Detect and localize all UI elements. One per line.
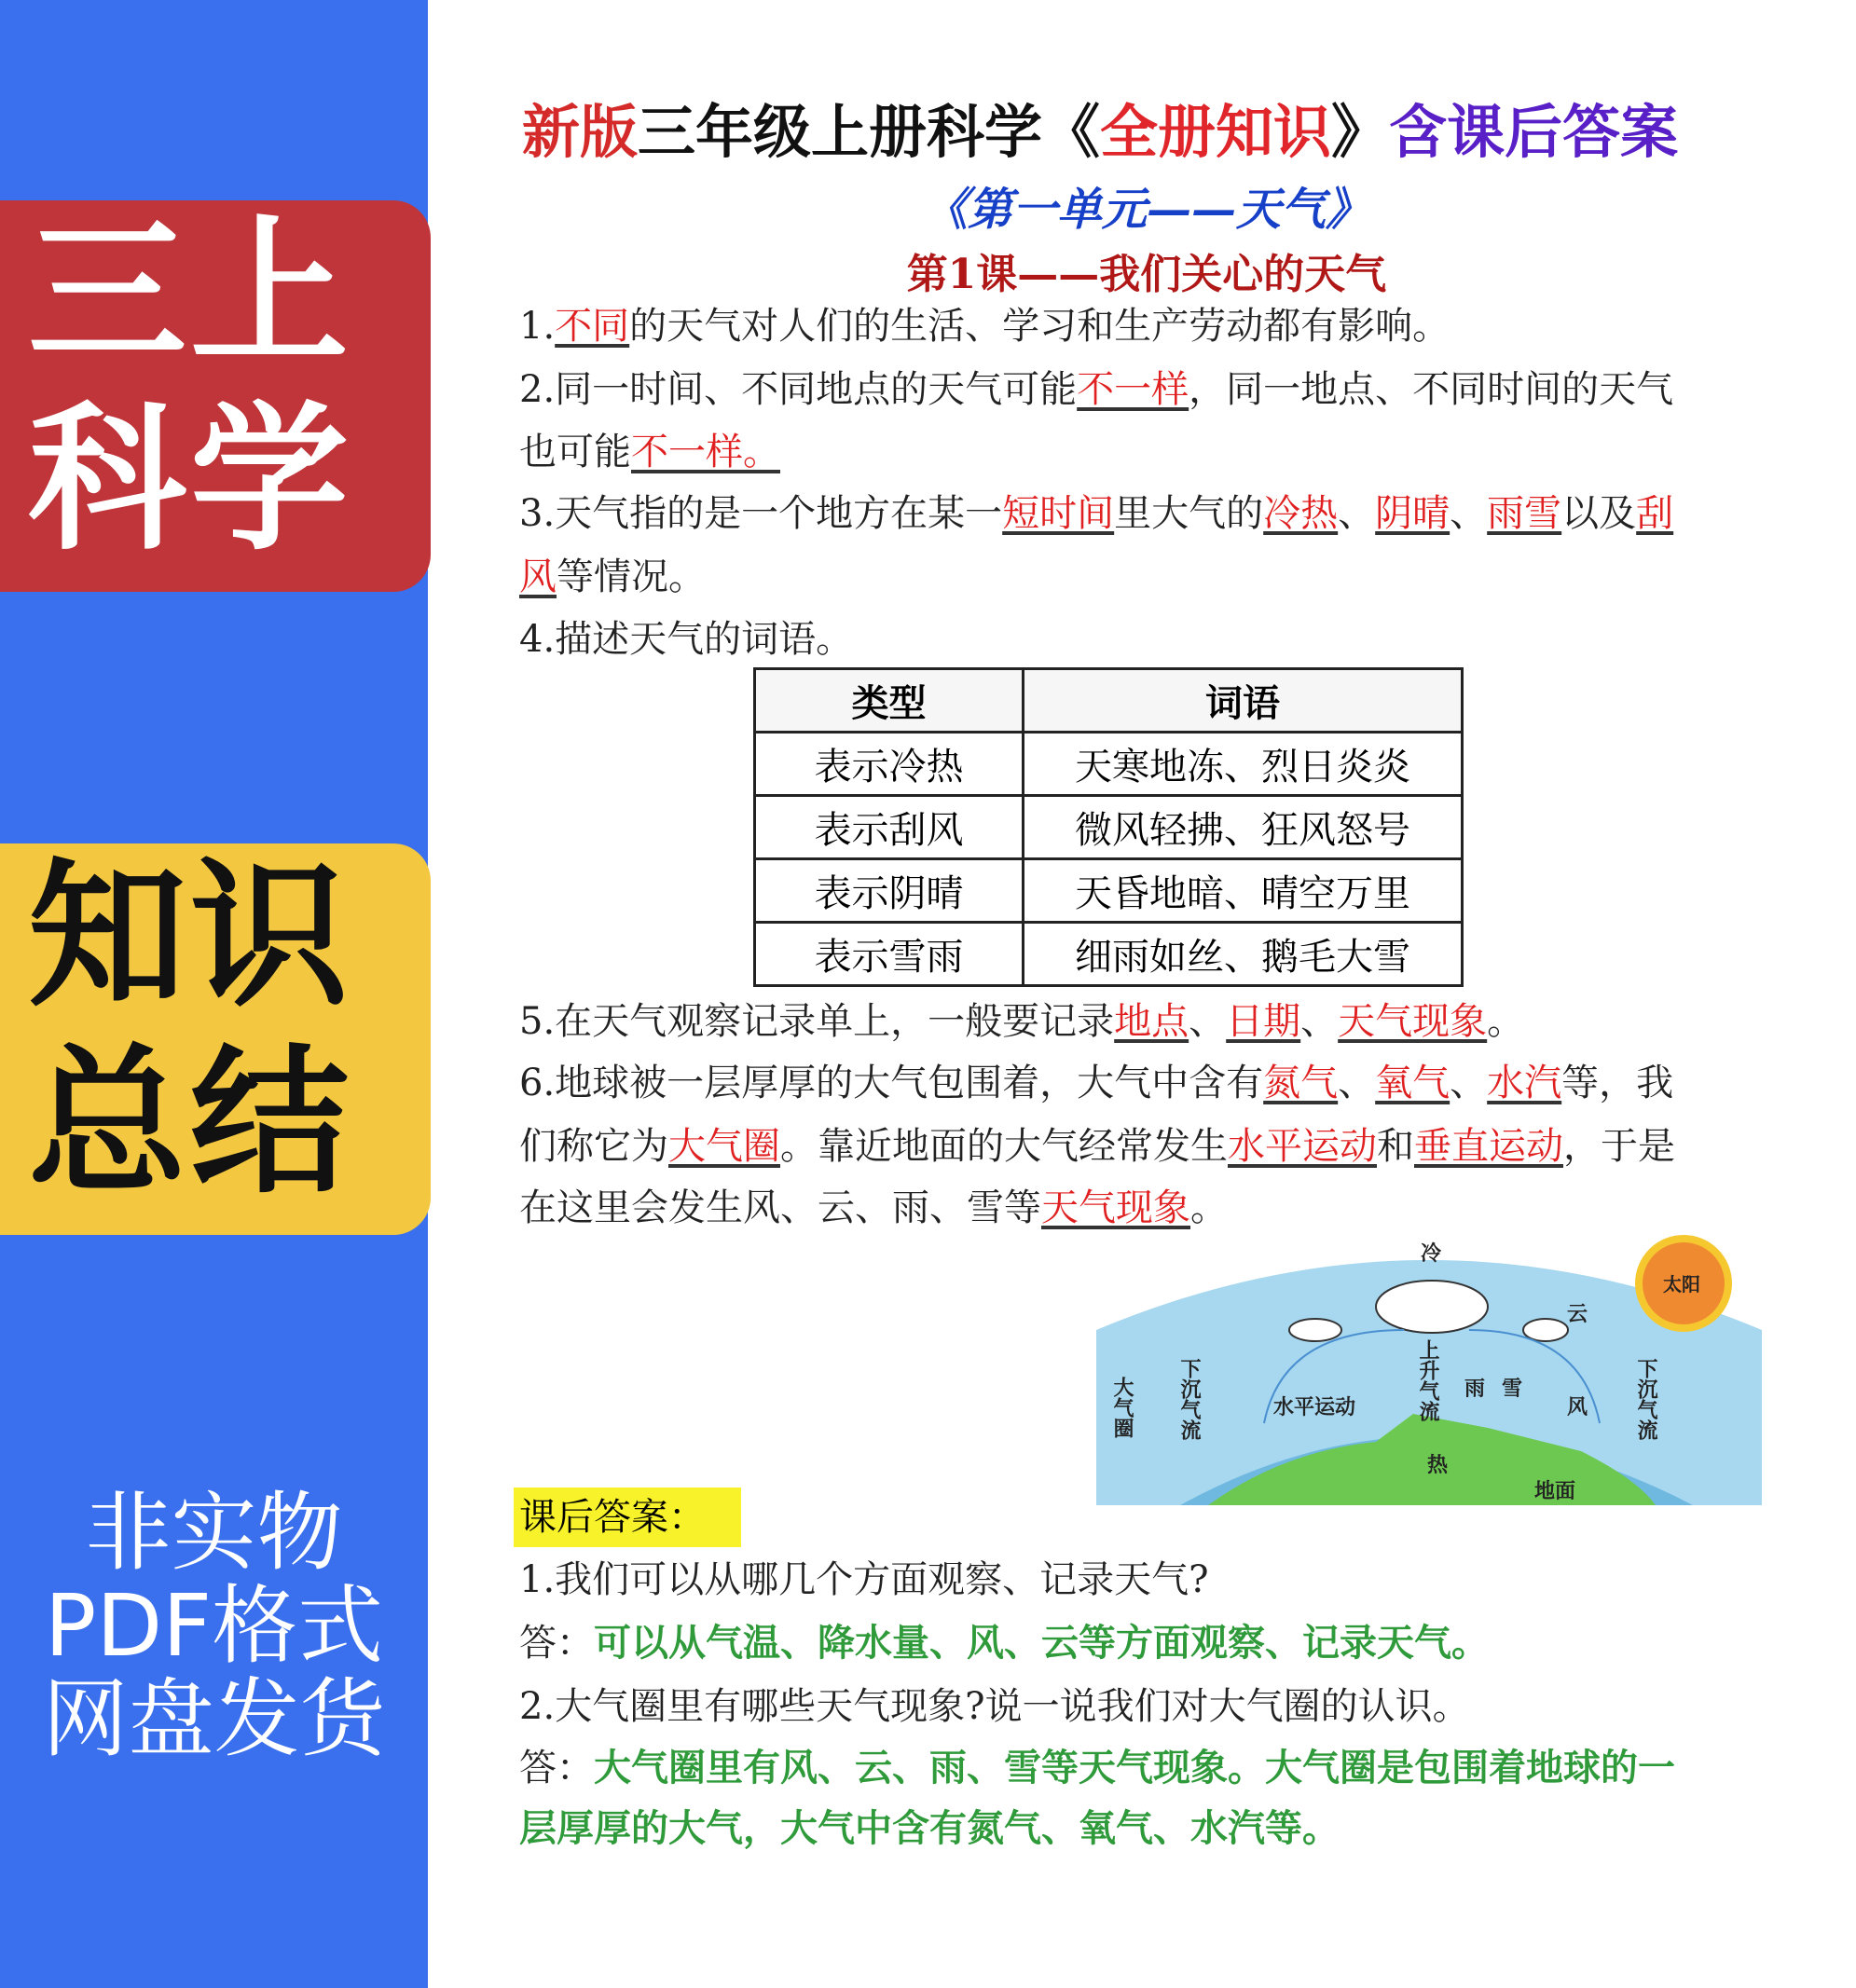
text: 在这里会发生风、云、雨、雪等 — [519, 1186, 1041, 1229]
keyword: 短时间 — [1002, 492, 1115, 535]
column-header: 类型 — [755, 669, 1024, 733]
text: 里大气的 — [1114, 492, 1264, 535]
question-2: 2.大气圈里有哪些天气现象?说一说我们对大气圈的认识。 — [519, 1685, 1470, 1728]
keyword: 风 — [519, 555, 557, 598]
cell: 天昏地暗、晴空万里 — [1024, 859, 1463, 923]
text: 答： — [519, 1747, 594, 1789]
label-ground: 地面 — [1534, 1479, 1576, 1503]
weather-words-table — [753, 667, 1464, 987]
keyword: 冷热 — [1263, 492, 1339, 535]
text: 5.在天气观察记录单上，一般要记录 — [519, 1000, 1115, 1043]
text: 等情况。 — [557, 555, 706, 598]
cell: 表示刮风 — [755, 796, 1024, 859]
point-3 — [519, 490, 1673, 537]
answer-text: 可以从气温、降水量、风、云等方面观察、记录天气。 — [594, 1621, 1489, 1665]
point-5 — [519, 998, 1524, 1045]
table-row — [755, 859, 1463, 923]
keyword: 水汽 — [1487, 1062, 1562, 1104]
text: 、 — [1300, 1000, 1339, 1043]
tag-line: 知识 — [28, 844, 353, 1029]
title-part: 》 — [1331, 98, 1390, 166]
text: 答： — [519, 1622, 594, 1665]
keyword: 不一样。 — [631, 431, 780, 473]
cloud-icon — [1376, 1281, 1488, 1333]
cell: 天寒地冻、烈日炎炎 — [1024, 733, 1463, 796]
point-6-cont — [519, 1185, 1228, 1231]
delivery-note — [0, 1483, 428, 1769]
tag-line: 总结 — [28, 1031, 353, 1215]
answer-1 — [519, 1620, 1489, 1666]
label-horizontal-motion: 水平运动 — [1273, 1395, 1356, 1419]
keyword: 天气现象 — [1041, 1186, 1190, 1229]
cell: 表示阴晴 — [755, 859, 1024, 923]
keyword: 水平运动 — [1228, 1125, 1377, 1168]
keyword: 垂直运动 — [1414, 1125, 1563, 1168]
label-sun: 太阳 — [1663, 1273, 1700, 1296]
answer-2-cont: 层厚厚的大气，大气中含有氮气、氧气、水汽等。 — [519, 1806, 1340, 1850]
keyword: 不一样 — [1077, 368, 1189, 411]
keyword: 雨雪 — [1487, 492, 1562, 535]
text: 2.同一时间、不同地点的天气可能 — [519, 368, 1078, 411]
keyword: 日期 — [1226, 1000, 1301, 1043]
keyword: 氧气 — [1375, 1062, 1450, 1104]
title-part: 三年级上册科学《 — [638, 98, 1101, 166]
text: 1. — [519, 305, 556, 348]
text: 6.地球被一层厚厚的大气包围着，大气中含有 — [519, 1062, 1264, 1104]
point-2 — [519, 366, 1673, 413]
text: 和 — [1377, 1125, 1414, 1168]
note-line: PDF格式 — [44, 1576, 384, 1676]
text: 。靠近地面的大气经常发生 — [780, 1125, 1228, 1168]
title-part: 新版 — [522, 98, 639, 166]
point-3-cont — [519, 554, 706, 600]
note-line: 非实物 — [85, 1483, 343, 1583]
title-part: 全册知识 — [1100, 98, 1332, 166]
note-line: 网盘发货 — [42, 1669, 386, 1769]
text: 。 — [1190, 1186, 1228, 1229]
label-sinking-air: 下沉气流 — [1634, 1358, 1658, 1440]
cell: 表示雪雨 — [755, 923, 1024, 986]
title-part: 含课后答案 — [1389, 98, 1679, 166]
keyword: 不同 — [555, 305, 630, 348]
page-title — [522, 86, 1678, 169]
label-wind: 风 — [1567, 1395, 1588, 1419]
table-row — [755, 923, 1463, 986]
keyword: 刮 — [1636, 492, 1674, 535]
knowledge-summary-tag — [0, 843, 431, 1235]
table-header — [755, 669, 1463, 733]
text: 、 — [1450, 492, 1488, 535]
lesson-heading: 第1课——我们关心的天气 — [906, 251, 1387, 298]
answer-text: 大气圈里有风、云、雨、雪等天气现象。大气圈是包围着地球的一 — [594, 1746, 1675, 1789]
keyword: 阴晴 — [1375, 492, 1450, 535]
point-4: 4.描述天气的词语。 — [519, 618, 854, 661]
keyword: 氮气 — [1263, 1062, 1339, 1104]
cell: 表示冷热 — [755, 733, 1024, 796]
atmosphere-diagram — [1096, 1227, 1762, 1505]
text: ，同一地点、不同时间的天气 — [1189, 368, 1674, 411]
table-row — [755, 796, 1463, 859]
column-header: 词语 — [1024, 669, 1463, 733]
question-1: 1.我们可以从哪几个方面观察、记录天气? — [519, 1558, 1209, 1601]
text: 的天气对人们的生活、学习和生产劳动都有影响。 — [629, 305, 1450, 348]
keyword: 大气圈 — [668, 1125, 780, 1168]
text: 、 — [1338, 492, 1376, 535]
text: 等，我 — [1561, 1062, 1674, 1104]
tag-line: 三上 — [28, 201, 353, 386]
text: 也可能 — [519, 431, 631, 473]
label-rain: 雨 — [1464, 1377, 1486, 1401]
keyword: 天气现象 — [1338, 1000, 1488, 1043]
cloud-icon — [1523, 1319, 1568, 1341]
answers-label: 课后答案： — [514, 1488, 741, 1547]
tag-line: 科学 — [28, 388, 353, 572]
text: 、 — [1189, 1000, 1227, 1043]
point-6 — [519, 1060, 1673, 1106]
label-hot: 热 — [1427, 1453, 1449, 1477]
label-cold: 冷 — [1421, 1241, 1442, 1266]
cloud-icon — [1289, 1319, 1341, 1341]
point-2-cont — [519, 429, 780, 475]
label-rising-air: 上升气流 — [1416, 1339, 1440, 1421]
label-cloud: 云 — [1567, 1302, 1588, 1326]
text: 、 — [1450, 1062, 1488, 1104]
text: ，于是 — [1563, 1125, 1675, 1168]
label-snow: 雪 — [1502, 1377, 1523, 1401]
label-atmosphere: 大气圈 — [1110, 1377, 1134, 1438]
label-sinking-air: 下沉气流 — [1177, 1358, 1202, 1440]
cell: 微风轻拂、狂风怒号 — [1024, 796, 1463, 859]
text: 以及 — [1561, 492, 1637, 535]
keyword: 地点 — [1114, 1000, 1189, 1043]
point-6-cont — [519, 1123, 1675, 1170]
unit-heading: 《第一单元——天气》 — [922, 184, 1370, 236]
text: 、 — [1338, 1062, 1376, 1104]
text: 们称它为 — [519, 1125, 668, 1168]
cell: 细雨如丝、鹅毛大雪 — [1024, 923, 1463, 986]
table-row — [755, 733, 1463, 796]
text: 。 — [1487, 1000, 1525, 1043]
text: 3.天气指的是一个地方在某一 — [519, 492, 1003, 535]
answer-2 — [519, 1745, 1675, 1791]
point-1 — [519, 303, 1450, 350]
